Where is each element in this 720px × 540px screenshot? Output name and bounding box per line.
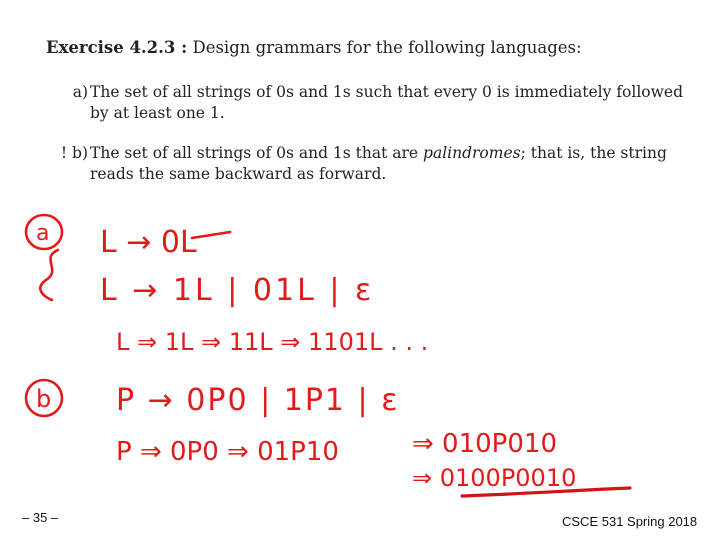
item-b-tag: ! b) bbox=[60, 144, 88, 162]
brace-mark bbox=[40, 250, 58, 300]
exercise-label: Exercise 4.2.3 : bbox=[46, 38, 188, 57]
part-b-mark: b bbox=[36, 385, 52, 413]
part-a-rule2: L → 1L | 01L | ε bbox=[100, 273, 375, 308]
course-label: CSCE 531 Spring 2018 bbox=[562, 514, 698, 529]
part-b-derivation3: ⇒ 0100P0010 bbox=[412, 464, 577, 492]
item-b-text-before: The set of all strings of 0s and 1s that are bbox=[90, 144, 424, 162]
item-a-tag: a) bbox=[72, 83, 88, 101]
part-b-derivation2: ⇒ 010P010 bbox=[412, 429, 557, 459]
part-a-mark: a bbox=[36, 221, 50, 246]
part-a-rule1: L → 0L bbox=[100, 225, 197, 260]
page-number: – 35 – bbox=[22, 510, 59, 525]
part-a-derivation: L ⇒ 1L ⇒ 11L ⇒ 1101L . . . bbox=[116, 328, 429, 356]
part-b-derivation1: P ⇒ 0P0 ⇒ 01P10 bbox=[116, 437, 339, 467]
exercise-text: Design grammars for the following languages: bbox=[192, 38, 582, 57]
part-b-rule: P → 0P0 | 1P1 | ε bbox=[116, 383, 400, 418]
item-a-text: The set of all strings of 0s and 1s such that every 0 is immediately followed by at least one 1. bbox=[90, 83, 683, 122]
item-b-emphasis: palindromes bbox=[423, 144, 521, 162]
item-b-text-after: ; that is, the string reads the same backward as forward. bbox=[90, 144, 667, 183]
strike-line bbox=[192, 232, 230, 238]
